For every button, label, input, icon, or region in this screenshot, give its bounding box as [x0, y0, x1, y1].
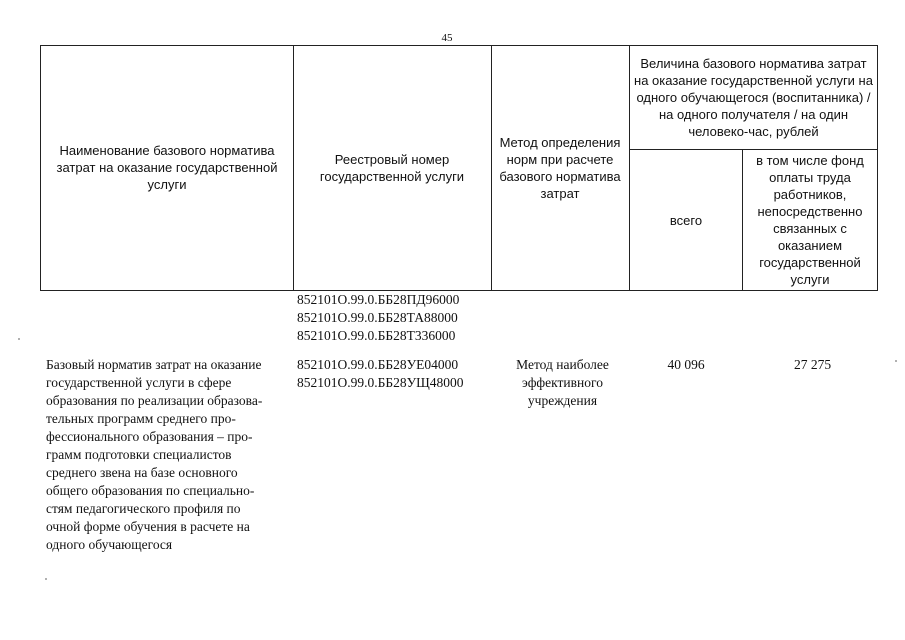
description-line: общего образования по специально- [46, 483, 255, 498]
row-codes [297, 356, 464, 392]
header-payroll: в том числе фонд оплаты труда работников, непосредственно связанных с оказанием государственной услуги [756, 153, 864, 287]
description-line: государственной услуги в сфере [46, 375, 232, 390]
row-description [46, 356, 291, 554]
description-line: тельных программ среднего про- [46, 411, 236, 426]
header-value-group: Величина базового норматива затрат на оказание государственной услуги на одного обучающегося (воспитанника) / на одного получателя / на один человеко-час, рублей [634, 55, 873, 139]
scan-speck [895, 360, 897, 362]
row-payroll: 27 275 [793, 357, 832, 372]
description-line: одного обучающегося [46, 537, 173, 552]
scan-speck [18, 338, 20, 340]
header-registry: Реестровый номер государственной услуги [319, 151, 465, 184]
row-method: Метод наиболее эффективного учреждения [516, 357, 609, 408]
description-line: грамм подготовки специалистов [46, 447, 232, 462]
header-total: всего [669, 212, 703, 228]
scan-speck [45, 578, 47, 580]
registry-code: 852101О.99.0.ББ28Т336000 [297, 328, 456, 343]
description-line: образования по реализации образова- [46, 393, 263, 408]
registry-code: 852101О.99.0.ББ28ТА88000 [297, 310, 458, 325]
row-total: 40 096 [667, 357, 705, 372]
header-name: Наименование базового норматива затрат на оказание государственной услуги [56, 143, 278, 192]
description-line: стям педагогического профиля по [46, 501, 241, 516]
registry-code: 852101О.99.0.ББ28УЩ48000 [297, 375, 464, 390]
description-line: очной форме обучения в расчете на [46, 519, 250, 534]
header-method: Метод определения норм при расчете базового норматива затрат [499, 134, 621, 201]
table-header [40, 45, 878, 290]
registry-code: 852101О.99.0.ББ28УЕ04000 [297, 357, 459, 372]
registry-code: 852101О.99.0.ББ28ПД96000 [297, 292, 460, 307]
description-line: фессионального образования – про- [46, 429, 253, 444]
description-line: Базовый норматив затрат на оказание [46, 357, 262, 372]
description-line: среднего звена на базе основного [46, 465, 238, 480]
page-number: 45 [441, 32, 453, 44]
continued-codes [297, 291, 459, 345]
